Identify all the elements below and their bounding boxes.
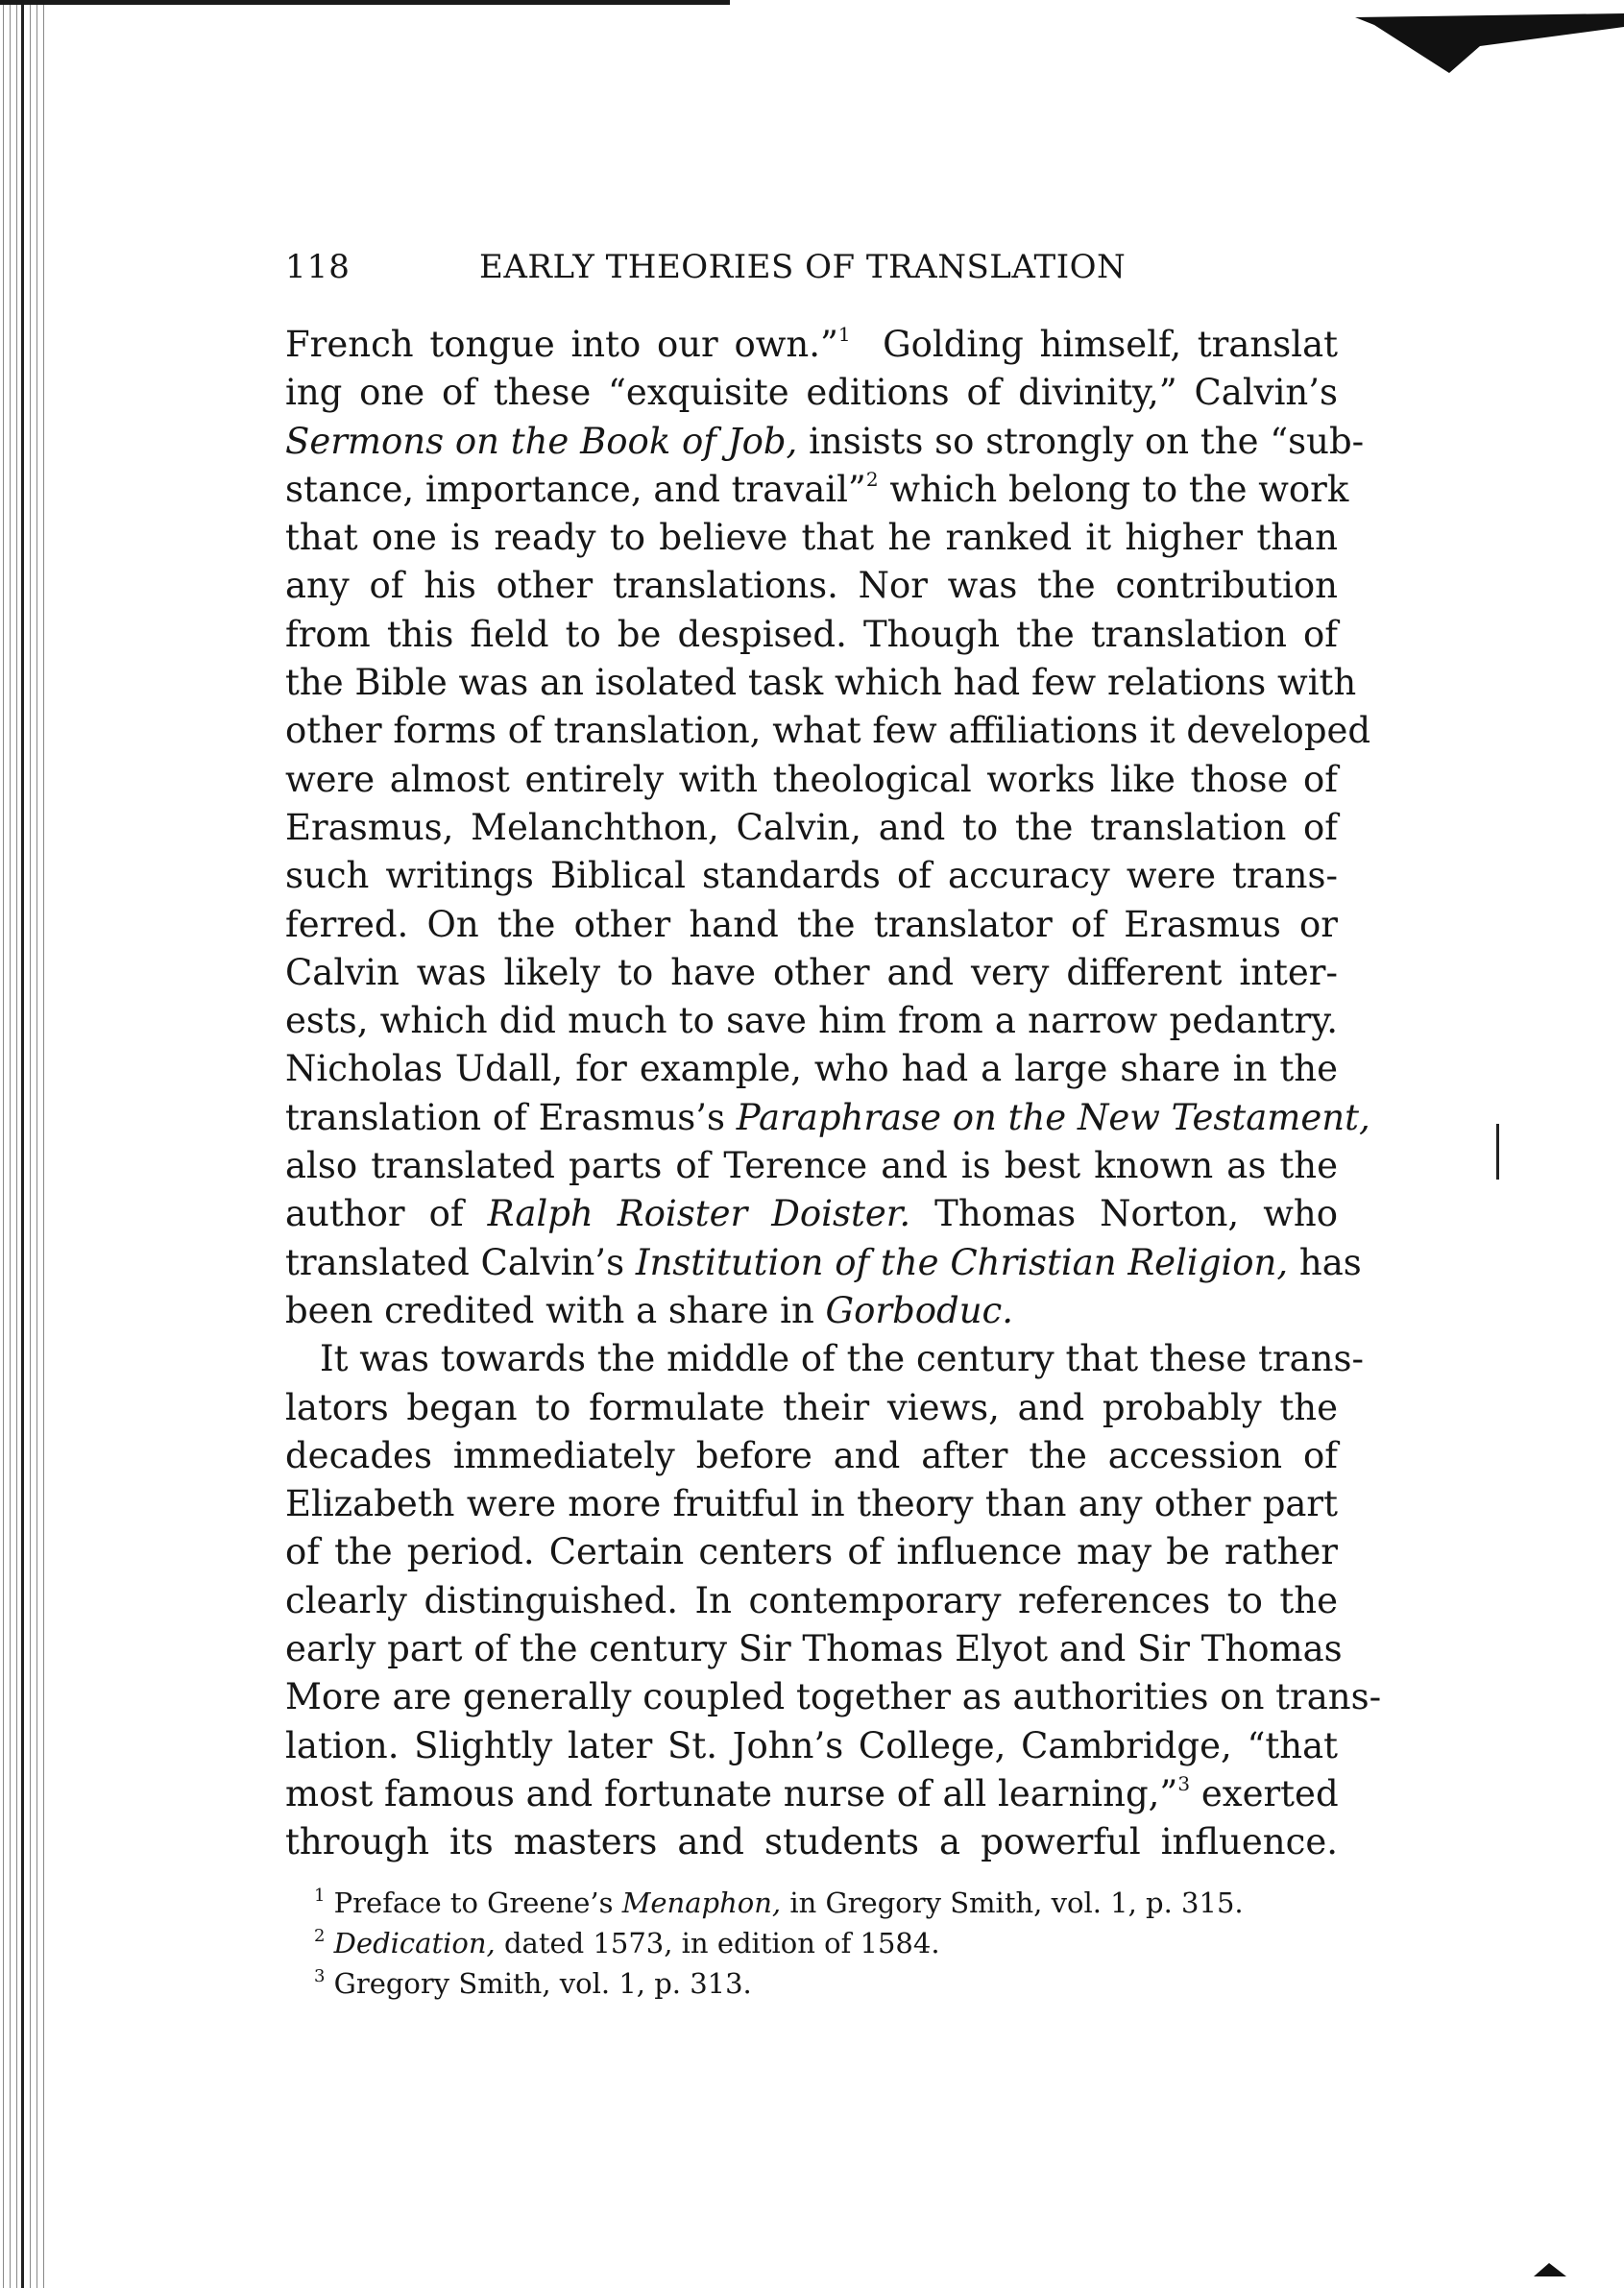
page-number: 118 <box>285 248 351 286</box>
text-line: Elizabeth were more fruitful in theory than any other part <box>285 1483 1338 1525</box>
text-line: It was towards the middle of the century that these trans- <box>320 1338 1365 1380</box>
running-head: EARLY THEORIES OF TRANSLATION <box>479 248 1127 286</box>
text-line: any of his other translations. Nor was the contribution <box>285 565 1338 607</box>
text-line: early part of the century Sir Thomas Elyot and Sir Thomas <box>285 1628 1343 1670</box>
text-line: the Bible was an isolated task which had few relations with <box>285 662 1357 704</box>
text-line: translation of Erasmus’s Paraphrase on the New Testament, <box>285 1096 1370 1138</box>
footnote: $^2$ Dedication, dated 1573, in edition of 1584. <box>314 1926 940 1959</box>
text-line: clearly distinguished. In contemporary references to the <box>285 1579 1338 1621</box>
text-line: ferred. On the other hand the translator of Erasmus or <box>285 903 1338 945</box>
text-line: Sermons on the Book of Job, insists so strongly on the “sub- <box>285 420 1365 462</box>
text-line: Erasmus, Melanchthon, Calvin, and to the translation of <box>285 806 1338 848</box>
text-line: from this field to be despised. Though the translation of <box>285 613 1338 655</box>
text-line: ests, which did much to save him from a narrow pedantry. <box>285 1000 1338 1042</box>
footnote-ref: 1 <box>837 323 851 346</box>
text-line: ing one of these “exquisite editions of divinity,” Calvin’s <box>285 372 1338 414</box>
text-line: Calvin was likely to have other and very different inter- <box>285 951 1338 993</box>
book-binding-edge <box>0 0 46 2288</box>
text-line: French tongue into our own.”$^1$ Golding himself, translat <box>285 323 1338 365</box>
text-line: were almost entirely with theological works like those of <box>285 758 1338 800</box>
text-line: such writings Biblical standards of accuracy were trans- <box>285 855 1338 897</box>
body-text <box>285 321 1382 1867</box>
text-line: most famous and fortunate nurse of all learning,”$^3$ exerted <box>285 1771 1339 1814</box>
page-header <box>285 248 1342 296</box>
bottom-corner-mark-icon <box>1534 2261 1566 2278</box>
text-line: through its masters and students a powerful influence. <box>285 1821 1338 1863</box>
italic-title: Ralph Roister Doister. <box>487 1193 911 1235</box>
footnote: $^1$ Preface to Greene’s Menaphon, in Gregory Smith, vol. 1, p. 315. <box>314 1886 1244 1919</box>
footnote-ref: 2 <box>865 467 879 491</box>
text-line: also translated parts of Terence and is best known as the <box>285 1145 1338 1187</box>
italic-title: Institution of the Christian Religion, <box>635 1241 1289 1283</box>
italic-title: Sermons on the Book of Job, <box>285 420 798 462</box>
footnote: $^3$ Gregory Smith, vol. 1, p. 313. <box>314 1966 752 2000</box>
text-line: lators began to formulate their views, and probably the <box>285 1386 1338 1428</box>
paragraph-1 <box>285 321 1371 1335</box>
text-line: author of Ralph Roister Doister. Thomas Norton, who <box>285 1193 1339 1235</box>
footnotes <box>314 1883 1332 2004</box>
paragraph-2 <box>285 1335 1382 1866</box>
corner-tab-icon <box>1336 13 1624 81</box>
footnote-number: 2 <box>314 1926 326 1946</box>
text-line: stance, importance, and travail”$^2$ which belong to the work <box>285 467 1349 510</box>
margin-mark <box>1496 1124 1499 1180</box>
text-line: been credited with a share in Gorboduc. <box>285 1289 1014 1331</box>
footnote-number: 3 <box>314 1966 326 1986</box>
text-line: decades immediately before and after the accession of <box>285 1434 1338 1476</box>
text-line: that one is ready to believe that he ranked it higher than <box>285 517 1338 559</box>
footnote-number: 1 <box>314 1886 326 1906</box>
top-edge-rule <box>0 0 730 5</box>
text-line: lation. Slightly later St. John’s College, Cambridge, “that <box>285 1724 1338 1766</box>
text-line: translated Calvin’s Institution of the Christian Religion, has <box>285 1241 1362 1283</box>
text-line: Nicholas Udall, for example, who had a large share in the <box>285 1048 1338 1090</box>
italic-title: Paraphrase on the New Testament, <box>736 1096 1370 1138</box>
italic-title: Gorboduc. <box>825 1289 1014 1331</box>
text-line: of the period. Certain centers of influence may be rather <box>285 1531 1338 1573</box>
footnote-ref: 3 <box>1177 1771 1191 1795</box>
text-line: More are generally coupled together as authorities on trans- <box>285 1676 1382 1718</box>
text-line: other forms of translation, what few affiliations it developed <box>285 710 1371 752</box>
